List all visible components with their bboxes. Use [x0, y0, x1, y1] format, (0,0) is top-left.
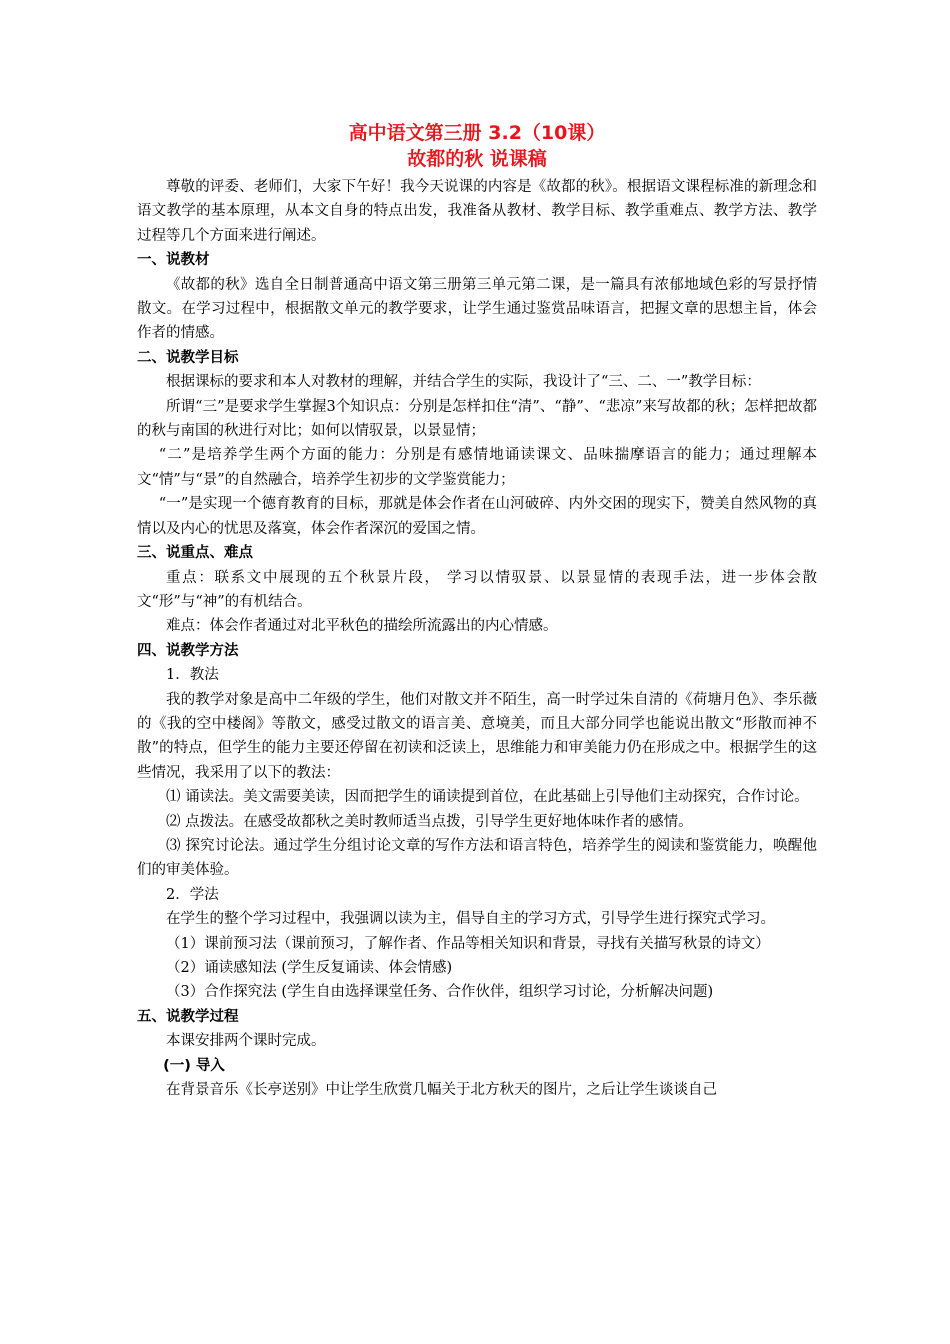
- document-title-line1: 高中语文第三册 3.2（10课）: [348, 122, 606, 144]
- objectives-paragraph-3: “二”是培养学生两个方面的能力：分别是有感情地诵读课文、品味揣摩语言的能力；通过理解本文“情”与“景”的自然融合，培养学生初步的文学鉴赏能力；: [137, 447, 817, 488]
- objectives-paragraph-1: 根据课标的要求和本人对教材的理解，并结合学生的实际，我设计了“三、二、一”教学目标：: [166, 374, 761, 391]
- learning-method-paragraph: 在学生的整个学习过程中，我强调以读为主，倡导自主的学习方式，引导学生进行探究式学习。: [166, 911, 775, 928]
- document-body: [137, 120, 817, 1102]
- learning-item-cooperation: （3）合作探究法 (学生自由选择课堂任务、合作伙伴，组织学习讨论，分析解决问题): [166, 984, 714, 1001]
- section-heading-methods: 四、说教学方法: [137, 642, 239, 659]
- objectives-paragraph-2: 所谓“三”是要求学生掌握3个知识点：分别是怎样扣住“清”、“静”、“悲凉”来写故都的秋；怎样把故都的秋与南国的秋进行对比；如何以情驭景，以景显情；: [137, 398, 817, 440]
- method-item-guidance: ⑵ 点拨法。在感受故都秋之美时教师适当点拨，引导学生更好地体味作者的感情。: [166, 813, 693, 830]
- intro-paragraph: 尊敬的评委、老师们，大家下午好！我今天说课的内容是《故都的秋》。根据语文课程标准的新理念和语文教学的基本原理，从本文自身的特点出发，我准备从教材、教学目标、教学重难点、教学方法、教学过程等几个方面来进行阐述。: [137, 179, 817, 244]
- key-point-paragraph: 重点：联系文中展现的五个秋景片段， 学习以情驭景、以景显情的表现手法，进一步体会散文“形”与“神”的有机结合。: [137, 569, 817, 610]
- process-subheading-intro: (一) 导入: [163, 1057, 225, 1074]
- learning-item-reading: （2）诵读感知法 (学生反复诵读、体会情感): [166, 960, 453, 976]
- method-item-discussion: ⑶ 探究讨论法。通过学生分组讨论文章的写作方法和语言特色，培养学生的阅读和鉴赏能力，唤醒他们的审美体验。: [137, 837, 817, 879]
- teaching-method-subheading: 1．教法: [166, 667, 219, 684]
- section-heading-process: 五、说教学过程: [137, 1008, 239, 1025]
- teaching-method-paragraph: 我的教学对象是高中二年级的学生，他们对散文并不陌生，高一时学过朱自清的《荷塘月色》、李乐薇的《我的空中楼阁》等散文，感受过散文的语言美、意境美，而且大部分同学也能说出散文“形散而神不散”的特点，但学生的能力主要还停留在初读和泛读上，思维能力和审美能力仍在形成之中。根据学生的这些情况，我采用了以下的教法：: [137, 691, 817, 781]
- learning-item-preview: （1）课前预习法（课前预习，了解作者、作品等相关知识和背景，寻找有关描写秋景的诗文）: [166, 935, 770, 952]
- section-heading-key-points: 三、说重点、难点: [137, 545, 253, 562]
- section-heading-textbook: 一、说教材: [137, 252, 210, 269]
- process-paragraph-1: 本课安排两个课时完成。: [166, 1033, 326, 1050]
- difficulty-paragraph: 难点：体会作者通过对北平秋色的描绘所流露出的内心情感。: [166, 618, 558, 635]
- section-heading-objectives: 二、说教学目标: [137, 349, 239, 366]
- document-title-line2: 故都的秋 说课稿: [407, 148, 547, 170]
- learning-method-subheading: 2．学法: [166, 886, 219, 903]
- method-item-recitation: ⑴ 诵读法。美文需要美读，因而把学生的诵读提到首位，在此基础上引导他们主动探究，合作讨论。: [166, 789, 809, 806]
- process-paragraph-2: 在背景音乐《长亭送别》中让学生欣赏几幅关于北方秋天的图片，之后让学生谈谈自己: [166, 1082, 717, 1099]
- objectives-paragraph-4: “一”是实现一个德育教育的目标，那就是体会作者在山河破碎、内外交困的现实下，赞美自然风物的真情以及内心的忧思及落寞，体会作者深沉的爱国之情。: [137, 496, 817, 537]
- textbook-paragraph: 《故都的秋》选自全日制普通高中语文第三册第三单元第二课，是一篇具有浓郁地域色彩的写景抒情散文。在学习过程中，根据散文单元的教学要求，让学生通过鉴赏品味语言，把握文章的思想主旨，体会作者的情感。: [137, 276, 817, 342]
